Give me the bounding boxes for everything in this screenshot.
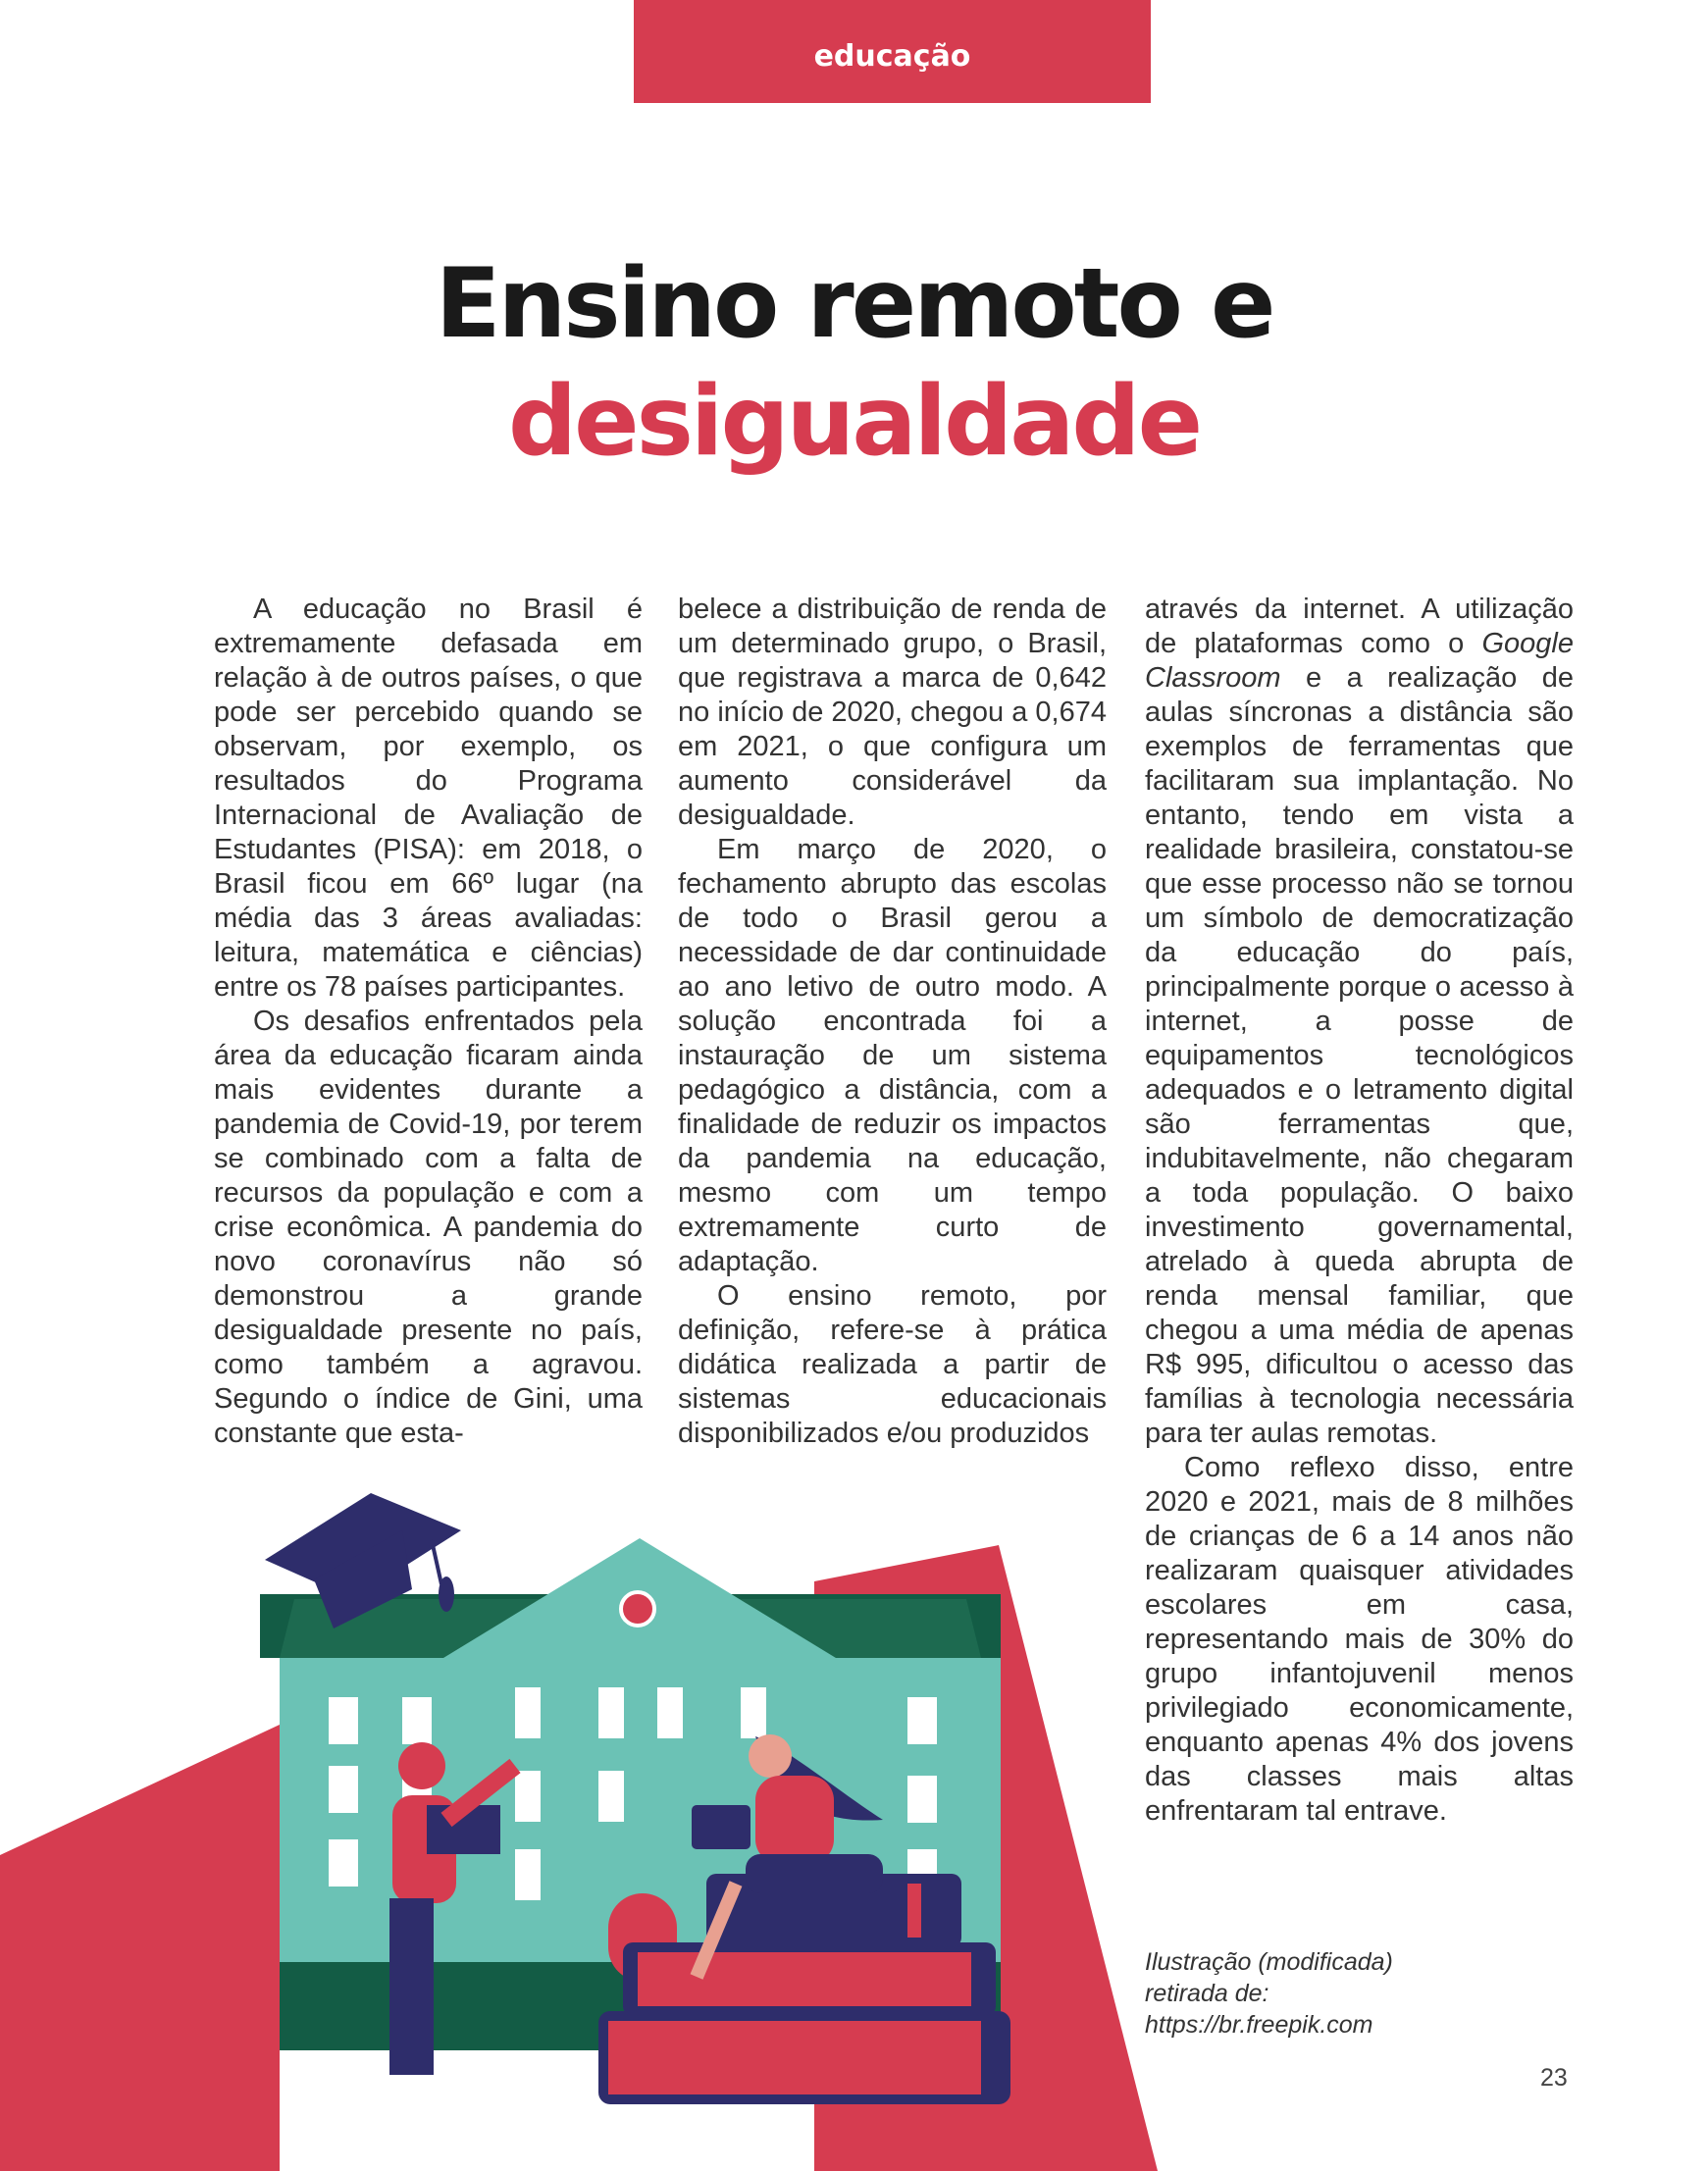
paragraph: Em março de 2020, o fechamento abrupto das escolas de todo o Brasil gerou a necessidade de dar continuidade ao ano letivo de outro modo. A solução encontrada foi a instauração de um sistema pedagógico a distância, com a finalidade de reduzir os impactos da pandemia na educação, mesmo com um tempo extremamente curto de adaptação. [678, 834, 1107, 1277]
paragraph: belece a distribuição de renda de um determinado grupo, o Brasil, que registrava a marca de 0,642 no início de 2020, chegou a 0,674 em 2021, o que configura um aumento considerável da desigualdade. [678, 594, 1107, 831]
title-line-1: Ensino remoto e [435, 248, 1273, 360]
text-column-2 [678, 593, 1107, 1451]
page-title [0, 245, 1708, 481]
credit-line: Ilustração (modificada) [1145, 1948, 1393, 1976]
platform-name: Google Classroom [1145, 628, 1574, 694]
paragraph: A educação no Brasil é extremamente defasada em relação à de outros países, o que pode ser percebido quando se observam, por exemplo, os resultados do Programa Internacional de Avaliação de Estudantes (PISA): em 2018, o Brasil ficou em 66º lugar (na média das 3 áreas avaliadas: leitura, matemática e ciências) entre os 78 países participantes. [214, 594, 643, 1003]
credit-link[interactable]: https://br.freepik.com [1145, 2011, 1373, 2039]
text-column-3 [1145, 593, 1574, 1829]
credit-line: retirada de: [1145, 1980, 1269, 2007]
paragraph: Os desafios enfrentados pela área da educação ficaram ainda mais evidentes durante a pandemia de Covid-19, por terem se combinado com a falta de recursos da população e com a crise econômica. A pandemia do novo coronavírus não só demonstrou a grande desigualdade presente no país, como também a agravou. Segundo o índice de Gini, uma constante que esta- [214, 1006, 643, 1449]
paragraph-text: através da internet. A utilização de plataformas como o [1145, 594, 1574, 659]
paragraph: Como reflexo disso, entre 2020 e 2021, mais de 8 milhões de crianças de 6 a 14 anos não realizaram quaisquer atividades escolares em casa, representando mais de 30% do grupo infantojuvenil menos privilegiado economicamente, enquanto apenas 4% dos jovens das classes mais altas enfrentaram tal entrave. [1145, 1452, 1574, 1827]
red-background-shape [0, 1725, 280, 2171]
paragraph: O ensino remoto, por definição, refere-se à prática didática realizada a partir de sistemas educacionais disponibilizados e/ou produzidos [678, 1280, 1107, 1449]
school-students-illustration [0, 1472, 1167, 2171]
section-label: educação [813, 39, 971, 74]
title-line-2: desigualdade [507, 366, 1201, 478]
paragraph [1145, 593, 1574, 1451]
illustration-credit [1145, 1946, 1393, 2041]
paragraph-text: e a realização de aulas síncronas a distância são exemplos de ferramentas que facilitaram sua implantação. No entanto, tendo em vista a realidade brasileira, constatou-se que esse processo não se tornou um símbolo de democratização da educação do país, principalmente porque o acesso à internet, a posse de equipamentos tecnológicos adequados e o letramento digital são ferramentas que, indubitavelmente, não chegaram a toda população. O baixo investimento governamental, atrelado à queda abrupta de renda mensal familiar, que chegou a uma média de apenas R$ 995, dificultou o acesso das famílias à tecnologia necessária para ter aulas remotas. [1145, 662, 1574, 1449]
text-column-1 [214, 593, 643, 1451]
section-tab [634, 0, 1151, 103]
page-number: 23 [1540, 2064, 1568, 2092]
